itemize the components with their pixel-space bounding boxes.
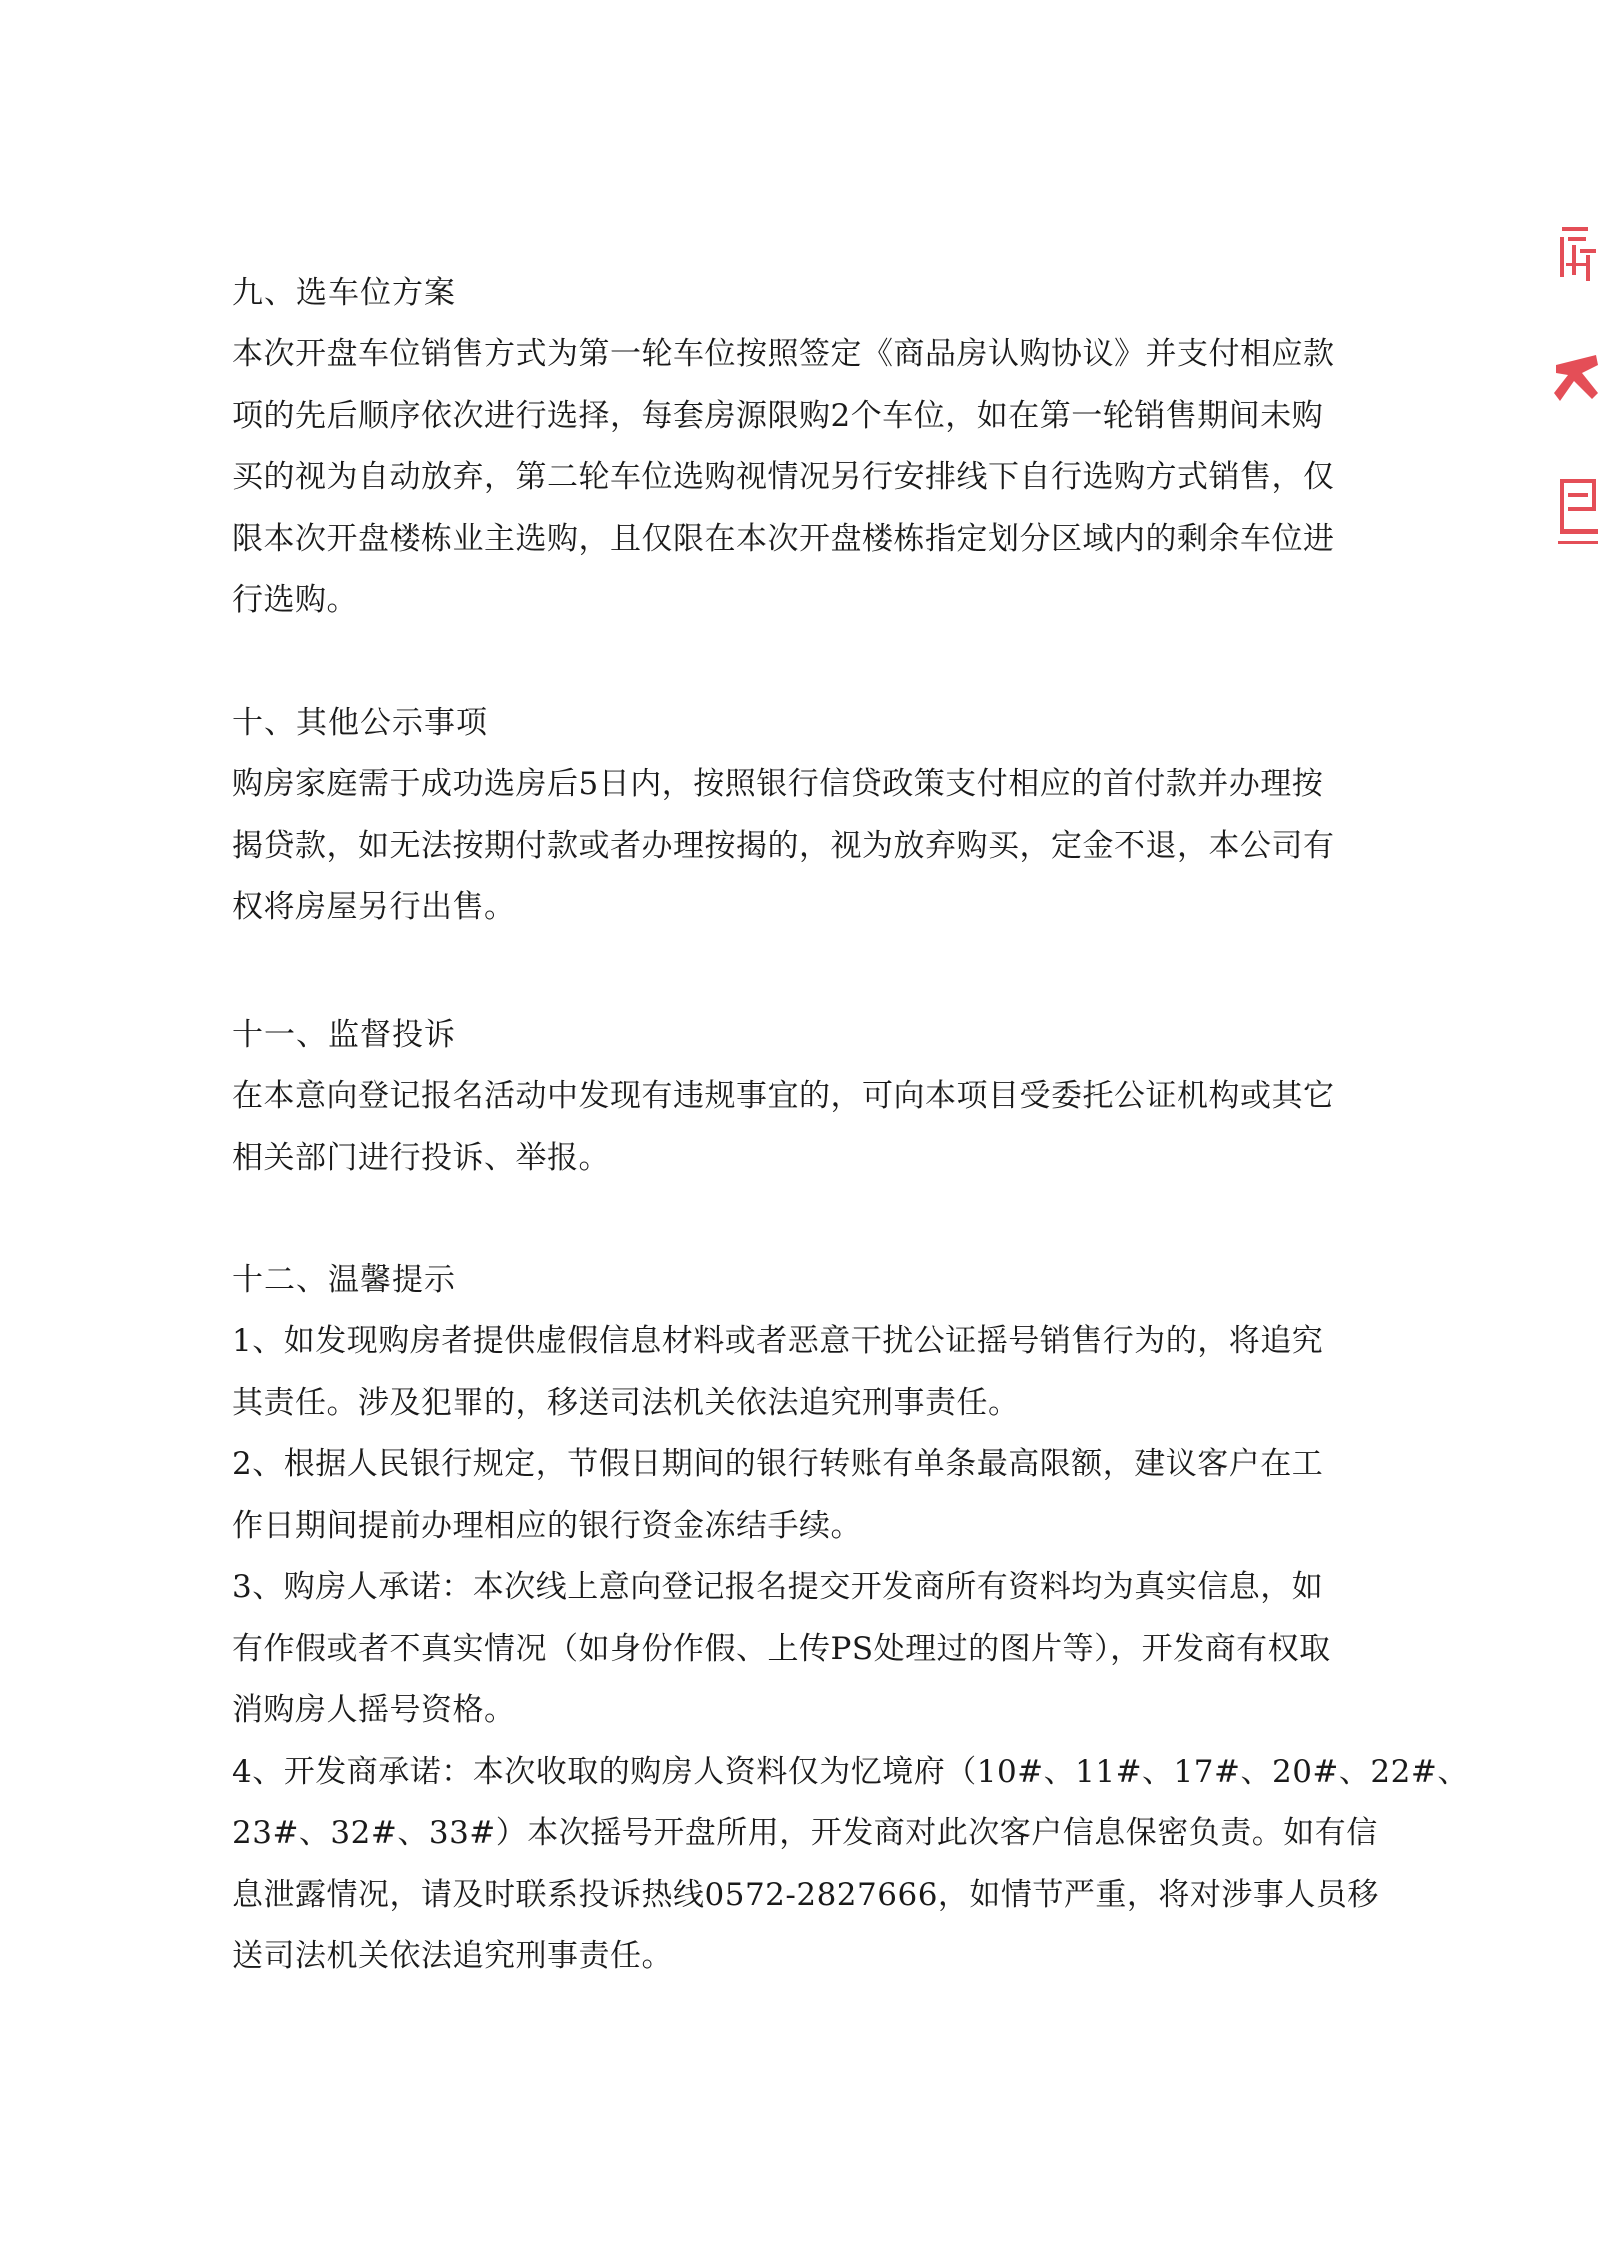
red-seal-fragment-icon (1552, 215, 1602, 585)
paragraph-line: 其责任。涉及犯罪的，移送司法机关依法追究刑事责任。 (232, 1384, 1020, 1421)
paragraph-line: 行选购。 (232, 582, 358, 618)
paragraph-line: 限本次开盘楼栋业主选购，且仅限在本次开盘楼栋指定划分区域内的剩余车位进 (232, 520, 1335, 557)
paragraph-line: 4、开发商承诺：本次收取的购房人资料仅为忆境府（10#、11#、17#、20#、22#、 (232, 1753, 1469, 1790)
paragraph-line: 2、根据人民银行规定，节假日期间的银行转账有单条最高限额，建议客户在工 (232, 1446, 1324, 1482)
section-other-notices (232, 692, 1335, 939)
paragraph-line: 息泄露情况，请及时联系投诉热线0572-2827666，如情节严重，将对涉事人员移 (232, 1876, 1379, 1913)
section-supervision-complaints (232, 1004, 1335, 1189)
paragraph-line: 1、如发现购房者提供虚假信息材料或者恶意干扰公证摇号销售行为的，将追究 (232, 1323, 1324, 1359)
paragraph-line: 23#、32#、33#）本次摇号开盘所用，开发商对此次客户信息保密负责。如有信 (232, 1815, 1378, 1851)
paragraph-line: 买的视为自动放弃，第二轮车位选购视情况另行安排线下自行选购方式销售，仅 (232, 459, 1335, 495)
section-heading: 九、选车位方案 (232, 275, 456, 311)
paragraph-line: 购房家庭需于成功选房后5日内，按照银行信贷政策支付相应的首付款并办理按 (232, 766, 1324, 802)
paragraph-line: 项的先后顺序依次进行选择，每套房源限购2个车位，如在第一轮销售期间未购 (232, 397, 1324, 434)
paragraph-line: 在本意向登记报名活动中发现有违规事宜的，可向本项目受委托公证机构或其它 (232, 1078, 1335, 1114)
paragraph-line: 有作假或者不真实情况（如身份作假、上传PS处理过的图片等），开发商有权取 (232, 1630, 1331, 1667)
paragraph-line: 相关部门进行投诉、举报。 (232, 1139, 610, 1176)
paragraph-line: 权将房屋另行出售。 (232, 889, 516, 925)
section-heading: 十二、温馨提示 (232, 1262, 456, 1298)
paragraph-line: 作日期间提前办理相应的银行资金冻结手续。 (232, 1507, 862, 1544)
section-friendly-reminders (232, 1249, 1469, 1988)
paragraph-line: 消购房人摇号资格。 (232, 1692, 516, 1728)
paragraph-line: 揭贷款，如无法按期付款或者办理按揭的，视为放弃购买，定金不退，本公司有 (232, 827, 1335, 864)
section-heading: 十、其他公示事项 (232, 705, 488, 741)
section-heading: 十一、监督投诉 (232, 1017, 456, 1053)
paragraph-line: 本次开盘车位销售方式为第一轮车位按照签定《商品房认购协议》并支付相应款 (232, 336, 1335, 372)
paragraph-line: 3、购房人承诺：本次线上意向登记报名提交开发商所有资料均为真实信息，如 (232, 1569, 1324, 1605)
section-parking-selection (232, 262, 1335, 632)
paragraph-line: 送司法机关依法追究刑事责任。 (232, 1938, 673, 1974)
